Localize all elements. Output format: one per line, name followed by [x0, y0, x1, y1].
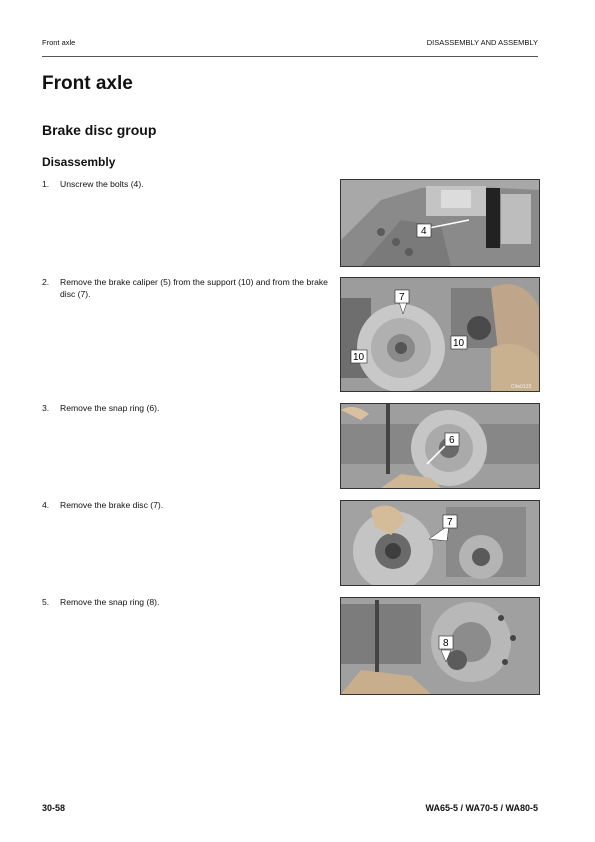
step-1 [42, 178, 332, 190]
step-number: 5. [42, 597, 50, 607]
brake-caliper-photo [341, 278, 539, 391]
brake-disc-photo [341, 501, 539, 585]
hub-snap-ring-photo [341, 598, 539, 694]
step-3 [42, 402, 332, 414]
page-title: Front axle [42, 73, 133, 94]
photo-step-4 [340, 500, 540, 586]
step-text: Remove the brake disc (7). [60, 500, 164, 510]
model-designation: WA65-5 / WA70-5 / WA80-5 [425, 803, 538, 813]
step-text: Unscrew the bolts (4). [60, 179, 144, 189]
header-rule [42, 56, 538, 57]
callout-label: 7 [447, 517, 453, 528]
step-number: 2. [42, 277, 50, 287]
page-number: 30-58 [42, 803, 66, 813]
step-number: 1. [42, 179, 50, 189]
callout-label: 6 [449, 435, 455, 446]
figure-code: C4e0133 [511, 384, 532, 390]
callout-label: 4 [421, 226, 427, 237]
callout-label: 8 [443, 638, 449, 649]
step-2 [42, 276, 332, 300]
running-header-left: Front axle [42, 38, 76, 47]
step-5 [42, 596, 332, 608]
section-heading: Brake disc group [42, 122, 157, 138]
step-number: 3. [42, 403, 50, 413]
callout-label: 7 [399, 292, 405, 303]
photo-step-1 [340, 179, 540, 267]
step-text: Remove the snap ring (6). [60, 403, 160, 413]
callout-label: 10 [453, 338, 465, 349]
step-4 [42, 499, 332, 511]
photo-step-5 [340, 597, 540, 695]
axle-bolts-photo [341, 180, 539, 266]
photo-step-3 [340, 403, 540, 489]
callout-label: 10 [353, 352, 365, 363]
photo-step-2 [340, 277, 540, 392]
running-header-right: DISASSEMBLY AND ASSEMBLY [426, 38, 538, 47]
step-text: Remove the snap ring (8). [60, 597, 160, 607]
step-text: Remove the brake caliper (5) from the support (10) and from the brake disc (7). [60, 277, 328, 299]
subsection-heading: Disassembly [42, 155, 116, 169]
snap-ring-photo [341, 404, 539, 488]
step-number: 4. [42, 500, 50, 510]
